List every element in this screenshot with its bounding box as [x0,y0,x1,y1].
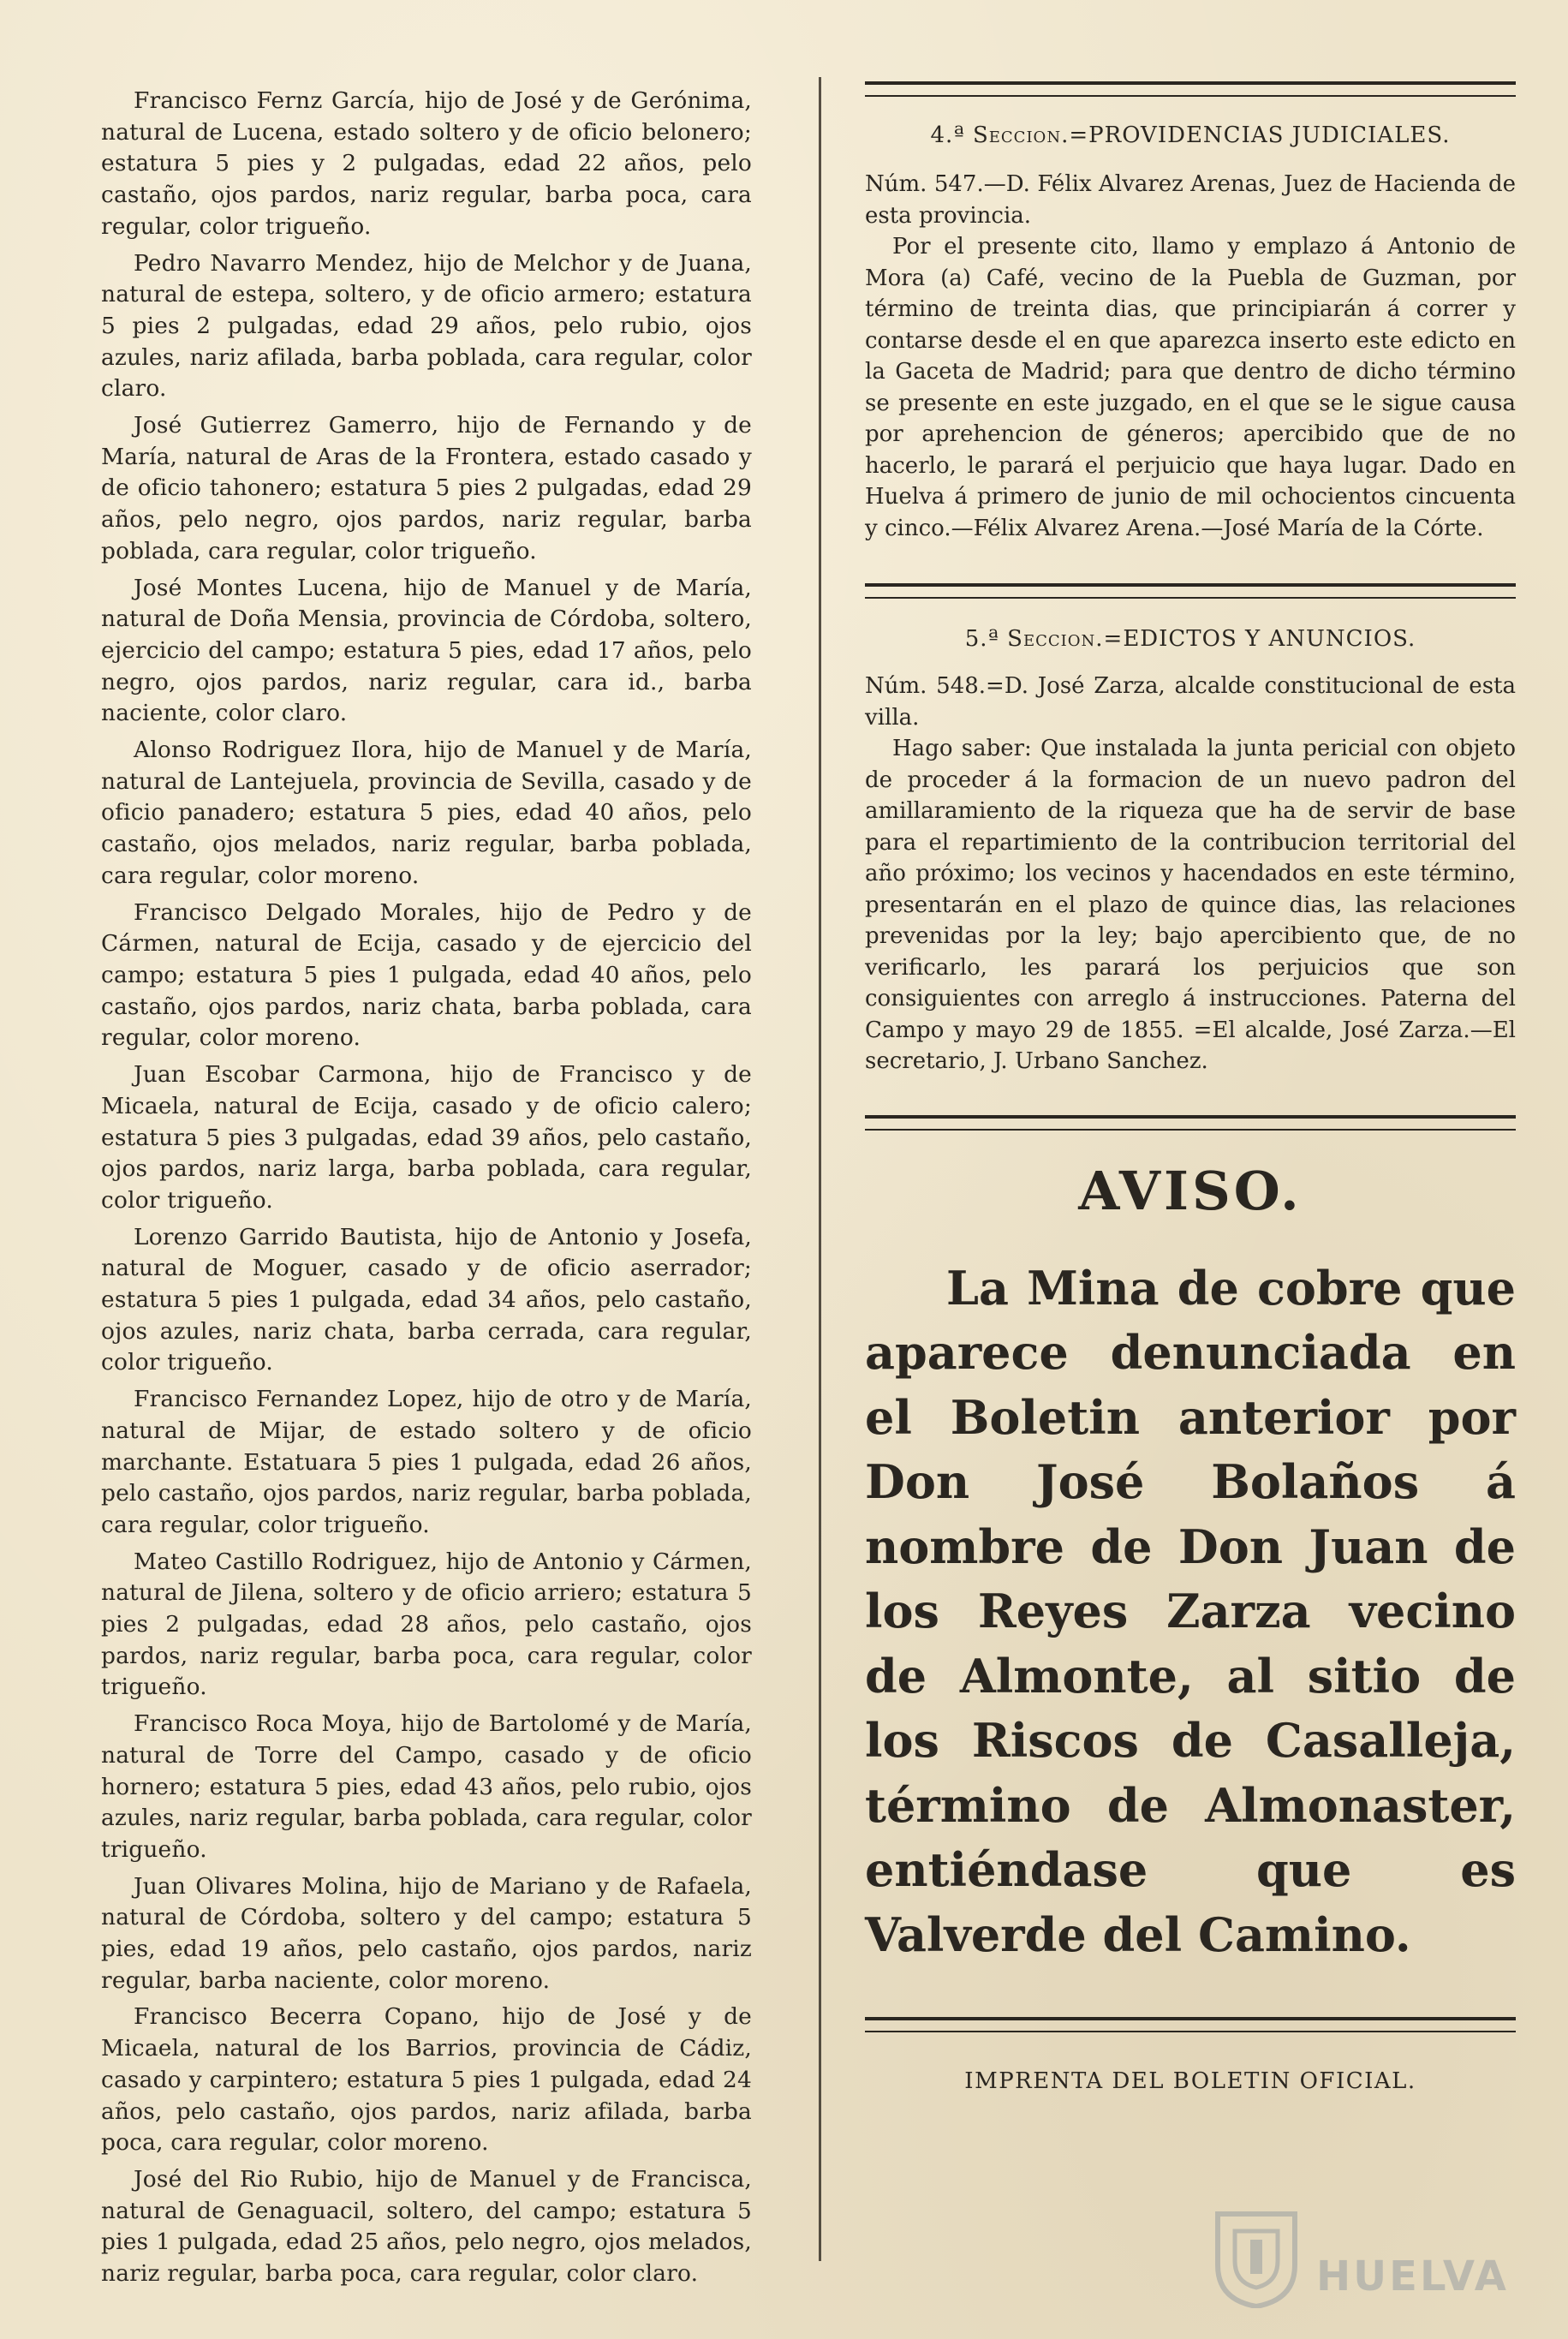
left-column [101,86,752,2295]
entry-13: Francisco Becerra Copano, hijo de José y de Micaela, natural de los Barrios, provincia de Cádiz, casado y carpintero; estatura 5 pies 1 pulgada, edad 24 años, pelo castaño, ojos pardos, nariz afilada, barba poca, cara regular, color moreno. [101,2003,752,2157]
section-4-body: Por el presente cito, llamo y emplazo á Antonio de Mora (a) Café, vecino de la Puebla de Guzman, por término de treinta dias, que principiarán á correr y contarse desde el en que aparezca inserto este edicto en la Gaceta de Madrid; para que dentro de dicho término se presente en este juzgado, en el que se le sigue causa por aprehencion de géneros; apercibido que de no hacerlo, le parará el perjuicio que haya lugar. Dado en Huelva á primero de junio de mil ochocientos cincuenta y cinco.—Félix Alvarez Arena.—José María de la Córte. [865,234,1516,541]
section-4-title: =PROVIDENCIAS JUDICIALES. [1069,122,1451,148]
entry-11: Francisco Roca Moya, hijo de Bartolomé y de María, natural de Torre del Campo, casado y de oficio hornero; estatura 5 pies, edad 43 años, pelo rubio, ojos azules, nariz regular, barba poblada, cara regular, color trigueño. [101,1710,752,1863]
entry-5: Alonso Rodriguez Ilora, hijo de Manuel y de María, natural de Lantejuela, provincia de Sevilla, casado y de oficio panadero; estatura 5 pies, edad 40 años, pelo castaño, ojos melados, nariz regular, barba poblada, cara regular, color moreno. [101,737,752,889]
section-5-title: =EDICTOS Y ANUNCIOS. [1103,626,1416,652]
section-5-label: Seccion. [1007,626,1104,652]
section-4-number: 4.ª [930,122,965,148]
entry-6: Francisco Delgado Morales, hijo de Pedro y de Cármen, natural de Ecija, casado y de ejercicio del campo; estatura 5 pies 1 pulgada, edad 40 años, pelo castaño, ojos pardos, nariz chata, barba poblada, cara regular, color moreno. [101,898,752,1052]
rule-footer [865,2017,1516,2032]
aviso-title: AVISO. [1078,1159,1303,1222]
section-5-number: 5.ª [964,626,999,652]
entry-3: José Gutierrez Gamerro, hijo de Fernando y de María, natural de Aras de la Frontera, estado casado y de oficio tahonero; estatura 5 pies 2 pulgadas, edad 29 años, pelo negro, ojos pardos, nariz regular, barba poblada, cara regular, color trigueño. [101,412,752,564]
printer-imprint: IMPRENTA DEL BOLETIN OFICIAL. [964,2068,1416,2094]
section-5-body: Hago saber: Que instalada la junta pericial con objeto de proceder á la formacion de un nuevo padron del amillaramiento de la riqueza que ha de servir de base para el repartimiento de la contribucion territorial del año próximo; los vecinos y hacendados en este término, presentarán en el plazo de quince dias, las relaciones prevenidas por la ley; bajo apercibiento que, de no verificarlo, les parará los perjuicios que son consiguientes con arreglo á instrucciones. Paterna del Campo y mayo 29 de 1855. =El alcalde, José Zarza.—El secretario, J. Urbano Sanchez. [865,736,1516,1074]
entry-7: Juan Escobar Carmona, hijo de Francisco y de Micaela, natural de Ecija, casado y de oficio calero; estatura 5 pies 3 pulgadas, edad 39 años, pelo castaño, ojos pardos, nariz larga, barba poblada, cara regular, color trigueño. [101,1061,752,1214]
section-5-num-line: Núm. 548.=D. José Zarza, alcalde constitucional de esta villa. [865,673,1516,731]
entry-9: Francisco Fernandez Lopez, hijo de otro y de María, natural de Mijar, de estado soltero y de oficio marchante. Estatuara 5 pies 1 pulgada, edad 26 años, pelo castaño, ojos pardos, nariz regular, barba poblada, cara regular, color trigueño. [101,1386,752,1538]
rule-top [865,81,1516,97]
entry-12: Juan Olivares Molina, hijo de Mariano y de Rafaela, natural de Córdoba, soltero y del campo; estatura 5 pies, edad 19 años, pelo castaño, ojos pardos, nariz regular, barba naciente, color moreno. [101,1872,752,1994]
column-divider [819,77,821,2261]
entry-1: Francisco Fernz García, hijo de José y de Gerónima, natural de Lucena, estado soltero y de oficio belonero; estatura 5 pies y 2 pulgadas, edad 22 años, pelo castaño, ojos pardos, nariz regular, barba poca, cara regular, color trigueño. [101,87,752,240]
entry-8: Lorenzo Garrido Bautista, hijo de Antonio y Josefa, natural de Moguer, casado y de oficio aserrador; estatura 5 pies 1 pulgada, edad 34 años, pelo castaño, ojos azules, nariz chata, barba cerrada, cara regular, color trigueño. [101,1223,752,1376]
section-4-heading [865,122,1516,148]
entry-2: Pedro Navarro Mendez, hijo de Melchor y de Juana, natural de estepa, soltero, y de oficio armero; estatura 5 pies 2 pulgadas, edad 29 años, pelo rubio, ojos azules, nariz afilada, barba poblada, cara regular, color claro. [101,249,752,403]
section-4-num-line: Núm. 547.—D. Félix Alvarez Arenas, Juez de Hacienda de esta provincia. [865,171,1516,229]
aviso-body: La Mina de cobre que aparece denunciada en el Boletin anterior por Don José Bolaños á nombre de Don Juan de los Reyes Zarza vecino de Almonte, al sitio de los Riscos de Casalleja, término de Almonaster, entiéndase que es Valverde del Camino. [865,1260,1516,1962]
section-4-label: Seccion. [972,122,1070,148]
entry-14: José del Rio Rubio, hijo de Manuel y de Francisca, natural de Genaguacil, soltero, del campo; estatura 5 pies 1 pulgada, edad 25 años, pelo negro, ojos melados, nariz regular, barba poca, cara regular, color claro. [101,2166,752,2288]
section-5-heading [865,626,1516,652]
entry-10: Mateo Castillo Rodriguez, hijo de Antonio y Cármen, natural de Jilena, soltero y de oficio arriero; estatura 5 pies 2 pulgadas, edad 28 años, pelo castaño, ojos pardos, nariz regular, barba poca, cara regular, color trigueño. [101,1548,752,1701]
watermark-text: HUELVA [1316,2252,1509,2300]
rule-middle [865,583,1516,599]
right-column [865,81,1516,2094]
rule-aviso [865,1115,1516,1131]
entry-4: José Montes Lucena, hijo de Manuel y de María, natural de Doña Mensia, provincia de Córdoba, soltero, ejercicio del campo; estatura 5 pies, edad 17 años, pelo negro, ojos pardos, nariz regular, cara id., barba naciente, color claro. [101,574,752,727]
